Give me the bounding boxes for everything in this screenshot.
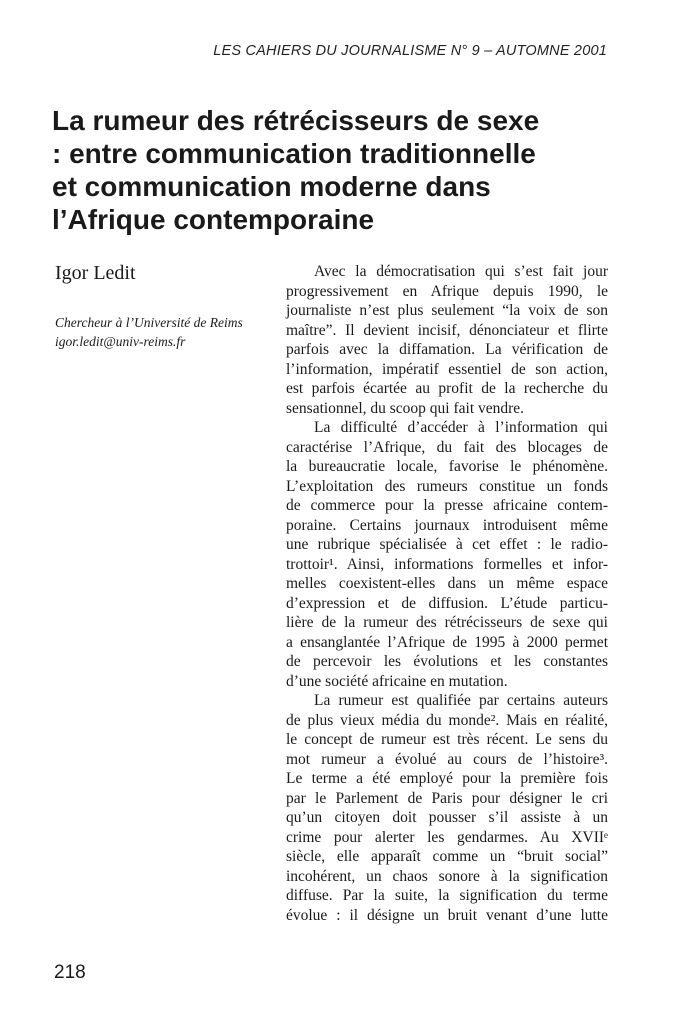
title-line: l’Afrique contemporaine [52,204,375,235]
author-name: Igor Ledit [55,262,136,284]
body-line: poraine. Certains journaux introduisent même [286,516,608,534]
author-affiliation-block [55,313,285,351]
body-line: parfois avec la diffamation. La vérification de [286,341,608,358]
body-line: d’expression et de diffusion. L’étude particu- [286,594,608,612]
body-line: sensationnel, du scoop qui fait vendre. [286,399,525,417]
body-line: lière de la rumeur des rétrécisseurs de sexe qui [286,614,608,631]
body-line: maître”. Il devient incisif, dénonciateur et flirte [286,321,608,339]
article-body [286,262,608,925]
body-line: a ensanglantée l’Afrique de 1995 à 2000 permet [286,633,608,651]
running-head: LES CAHIERS DU JOURNALISME N° 9 – AUTOMNE 2001 [213,43,607,59]
body-line: incohérent, un chaos sonore à la signification [286,867,608,885]
body-line: de commerce pour la presse africaine contem- [286,497,608,514]
body-line: par le Parlement de Paris pour désigner le cri [286,789,608,807]
body-line: journaliste n’est plus seulement “la voix de son [286,302,608,319]
body-line: progressivement en Afrique depuis 1990, le [286,282,608,300]
body-line: L’exploitation des rumeurs constitue un fonds [286,477,608,495]
title-line: La rumeur des rétrécisseurs de sexe [52,105,540,136]
body-line: une rubrique spécialisée à cet effet : le radio- [286,536,608,553]
body-line: l’information, impératif essentiel de son action, [286,360,608,378]
body-line: La difficulté d’accéder à l’information qui [314,419,608,436]
author-affiliation: Chercheur à l’Université de Reims [55,315,243,330]
body-line: La rumeur est qualifiée par certains auteurs [314,692,608,709]
body-line: la bureaucratie locale, favorise le phénomène. [286,458,608,475]
body-line: trottoir¹. Ainsi, informations formelles et infor- [286,555,608,573]
body-line: mot rumeur a évolué au cours de l’histoire³. [286,750,608,768]
body-line: Le terme a été employé pour la première fois [286,770,608,787]
article-title [52,104,612,236]
body-line: crime pour alerter les gendarmes. Au XVIIᵉ [286,828,608,846]
title-line: et communication moderne dans [52,171,491,202]
body-line: est parfois écartée au profit de la recherche du [286,380,608,397]
body-line: siècle, elle apparaît comme un “bruit social” [286,848,608,865]
body-line: d’une société africaine en mutation. [286,672,508,690]
body-line: diffuse. Par la suite, la signification du terme [286,887,608,904]
body-line: le concept de rumeur est très récent. Le sens du [286,731,608,748]
body-line: de plus vieux média du monde². Mais en réalité, [286,711,608,729]
page-number: 218 [54,962,86,983]
body-line: Avec la démocratisation qui s’est fait jour [314,263,608,280]
body-line: évolue : il désigne un bruit venant d’une lutte [286,906,608,924]
body-line: de percevoir les évolutions et les constantes [286,653,608,670]
body-line: melles coexistent-elles dans un même espace [286,575,608,592]
author-email: igor.ledit@univ-reims.fr [55,334,186,349]
body-line: caractérise l’Afrique, du fait des blocages de [286,438,608,456]
body-line: qu’un citoyen doit pousser s’il assiste à un [286,809,608,826]
title-line: : entre communication traditionnelle [52,138,536,169]
